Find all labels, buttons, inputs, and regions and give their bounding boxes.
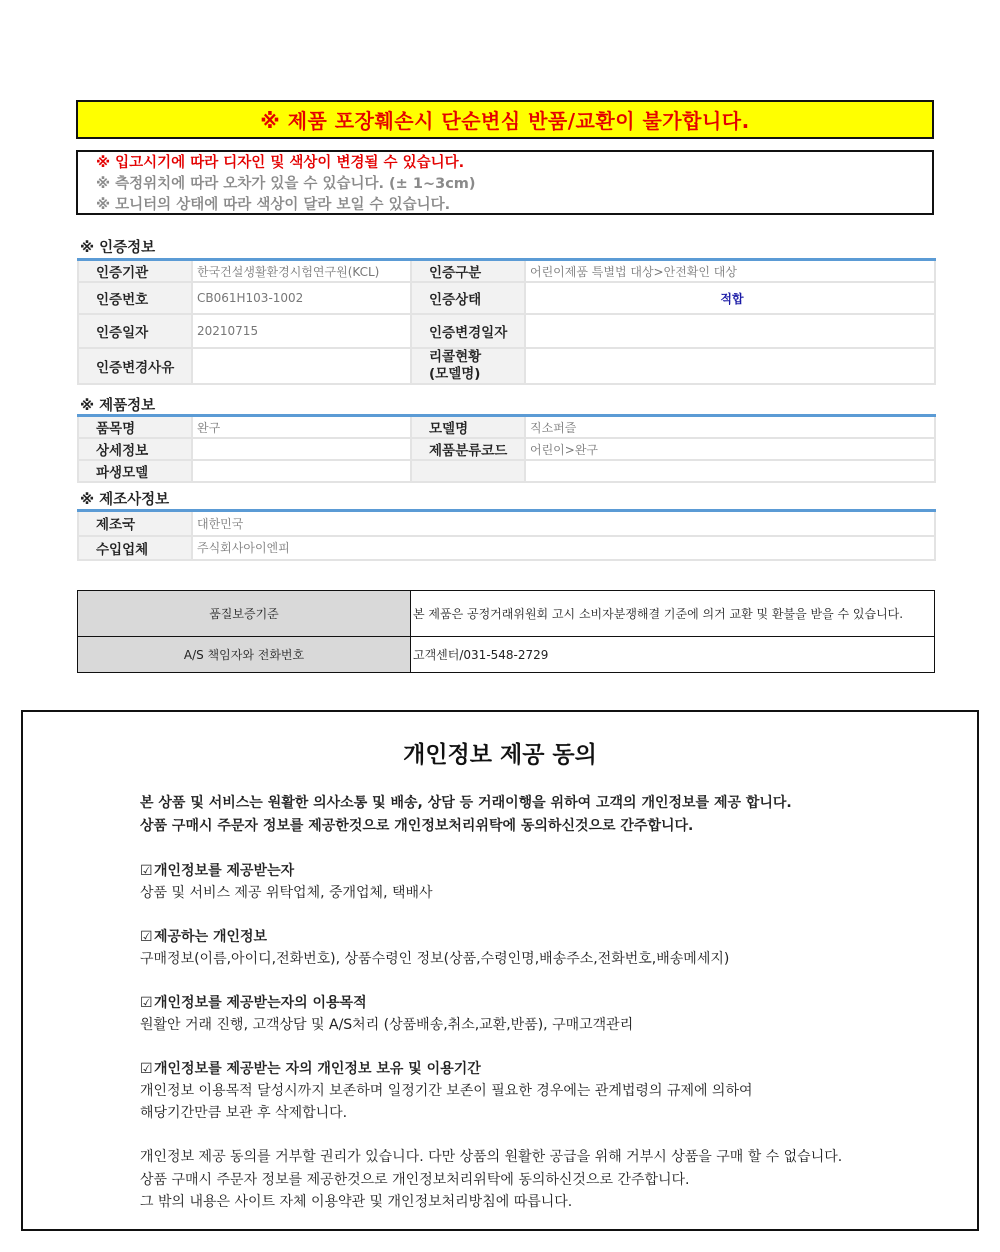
cell-value: 주식회사아이엔피 [192, 536, 935, 560]
cell-value: 대한민국 [192, 511, 935, 536]
intro-line: 상품 구매시 주문자 정보를 제공한것으로 개인정보처리위탁에 동의하신것으로 간주합니다. [140, 818, 694, 834]
cell-value [525, 348, 935, 384]
cell-label: 제조국 [78, 511, 192, 536]
privacy-consent-box [21, 710, 979, 1231]
section-text: 개인정보 이용목적 달성시까지 보존하며 일정기간 보존이 필요한 경우에는 관계법령의 규제에 의하여 [140, 1083, 753, 1099]
cell-value: 어린이>완구 [525, 438, 935, 460]
cell-label: 인증구분 [411, 260, 525, 283]
table-row [78, 637, 935, 673]
consent-section-purpose [140, 992, 960, 1036]
table-row [78, 591, 935, 637]
cell-label-recall [411, 348, 525, 384]
section-heading: 개인정보를 제공받는자 [154, 863, 295, 879]
cell-label: 제품분류코드 [411, 438, 525, 460]
section-text: 원활안 거래 진행, 고객상담 및 A/S처리 (상품배송,취소,교환,반품), 구매고객관리 [140, 1017, 634, 1033]
section-heading: 개인정보를 제공받는자의 이용목적 [154, 995, 367, 1011]
closing-line: 그 밖의 내용은 사이트 자체 이용약관 및 개인정보처리방침에 따릅니다. [140, 1194, 573, 1210]
closing-line: 상품 구매시 주문자 정보를 제공한것으로 개인정보처리위탁에 동의하신것으로 간주합니다. [140, 1171, 690, 1188]
notice-line-measure: ※ 측정위치에 따라 오차가 있을 수 있습니다. (± 1~3cm) [96, 176, 476, 192]
section-title-manufacturer: ※ 제조사정보 [80, 492, 170, 508]
cell-label: 품목명 [78, 416, 192, 439]
notice-line-design: ※ 입고시기에 따라 디자인 및 색상이 변경될 수 있습니다. [96, 155, 465, 171]
section-heading: 제공하는 개인정보 [154, 929, 268, 945]
checkbox-icon: ☑ [140, 863, 153, 879]
closing-line: 개인정보 제공 동의를 거부할 권리가 있습니다. 다만 상품의 원활한 공급을 위해 거부시 상품을 구매 할 수 없습니다. [140, 1149, 843, 1165]
cell-value [525, 314, 935, 348]
table-row [78, 282, 935, 314]
section-text: 해당기간만큼 보관 후 삭제합니다. [140, 1105, 348, 1121]
return-policy-banner [76, 100, 934, 139]
consent-intro [140, 792, 960, 838]
cell-label: 인증번호 [78, 282, 192, 314]
certification-table [77, 258, 936, 385]
table-row [78, 536, 935, 560]
recall-label-line2: (모델명) [429, 366, 481, 382]
consent-section-recipient [140, 860, 960, 904]
intro-line: 본 상품 및 서비스는 원활한 의사소통 및 배송, 상담 등 거래이행을 위하여 고객의 개인정보를 제공 합니다. [140, 795, 792, 811]
table-row [78, 438, 935, 460]
quality-table [77, 590, 935, 673]
section-title-product: ※ 제품정보 [80, 398, 156, 414]
cell-value [525, 460, 935, 482]
cell-label: 인증상태 [411, 282, 525, 314]
cell-value [192, 460, 411, 482]
consent-closing [140, 1146, 960, 1214]
cell-value [192, 348, 411, 384]
cell-label: 인증변경일자 [411, 314, 525, 348]
table-row [78, 460, 935, 482]
cell-label: 파생모델 [78, 460, 192, 482]
consent-title: 개인정보 제공 동의 [403, 742, 597, 768]
checkbox-icon: ☑ [140, 995, 153, 1011]
cell-value: 완구 [192, 416, 411, 439]
table-row [78, 416, 935, 439]
cell-label: 인증기관 [78, 260, 192, 283]
certification-status-badge: 적합 [525, 282, 935, 314]
table-row [78, 314, 935, 348]
table-row [78, 348, 935, 384]
cell-value: 고객센터/031-548-2729 [411, 637, 935, 673]
cell-value: 직소퍼즐 [525, 416, 935, 439]
cell-value: 어린이제품 특별법 대상>안전확인 대상 [525, 260, 935, 283]
cell-label: 품질보증기준 [78, 591, 411, 637]
notice-line-monitor: ※ 모니터의 상태에 따라 색상이 달라 보일 수 있습니다. [96, 197, 451, 213]
cell-value [192, 438, 411, 460]
section-heading: 개인정보를 제공받는 자의 개인정보 보유 및 이용기간 [154, 1061, 481, 1077]
product-table [77, 414, 936, 483]
cell-label: 인증변경사유 [78, 348, 192, 384]
checkbox-icon: ☑ [140, 929, 153, 945]
table-row [78, 260, 935, 283]
cell-value: 한국건설생활환경시험연구원(KCL) [192, 260, 411, 283]
manufacturer-table [77, 509, 936, 561]
cell-value: 본 제품은 공정거래위원회 고시 소비자분쟁해결 기준에 의거 교환 및 환불을 받을 수 있습니다. [411, 591, 935, 637]
section-title-certification: ※ 인증정보 [80, 240, 156, 256]
section-text: 구매정보(이름,아이디,전화번호), 상품수령인 정보(상품,수령인명,배송주소,전화번호,배송메세지) [140, 951, 730, 967]
recall-label-line1: 리콜현황 [429, 349, 482, 365]
table-row [78, 511, 935, 536]
cell-value: 20210715 [192, 314, 411, 348]
cell-label: 상세정보 [78, 438, 192, 460]
banner-text: ※ 제품 포장훼손시 단순변심 반품/교환이 불가합니다. [260, 109, 750, 133]
consent-body [140, 792, 960, 1214]
cell-label: 인증일자 [78, 314, 192, 348]
cell-label [411, 460, 525, 482]
cell-label: A/S 책임자와 전화번호 [78, 637, 411, 673]
consent-section-info-provided [140, 926, 960, 970]
cell-label: 수입업체 [78, 536, 192, 560]
consent-section-retention [140, 1058, 960, 1124]
cell-value: CB061H103-1002 [192, 282, 411, 314]
section-text: 상품 및 서비스 제공 위탁업체, 중개업체, 택배사 [140, 885, 433, 901]
notice-box [76, 150, 934, 215]
cell-label: 모델명 [411, 416, 525, 439]
checkbox-icon: ☑ [140, 1061, 153, 1077]
